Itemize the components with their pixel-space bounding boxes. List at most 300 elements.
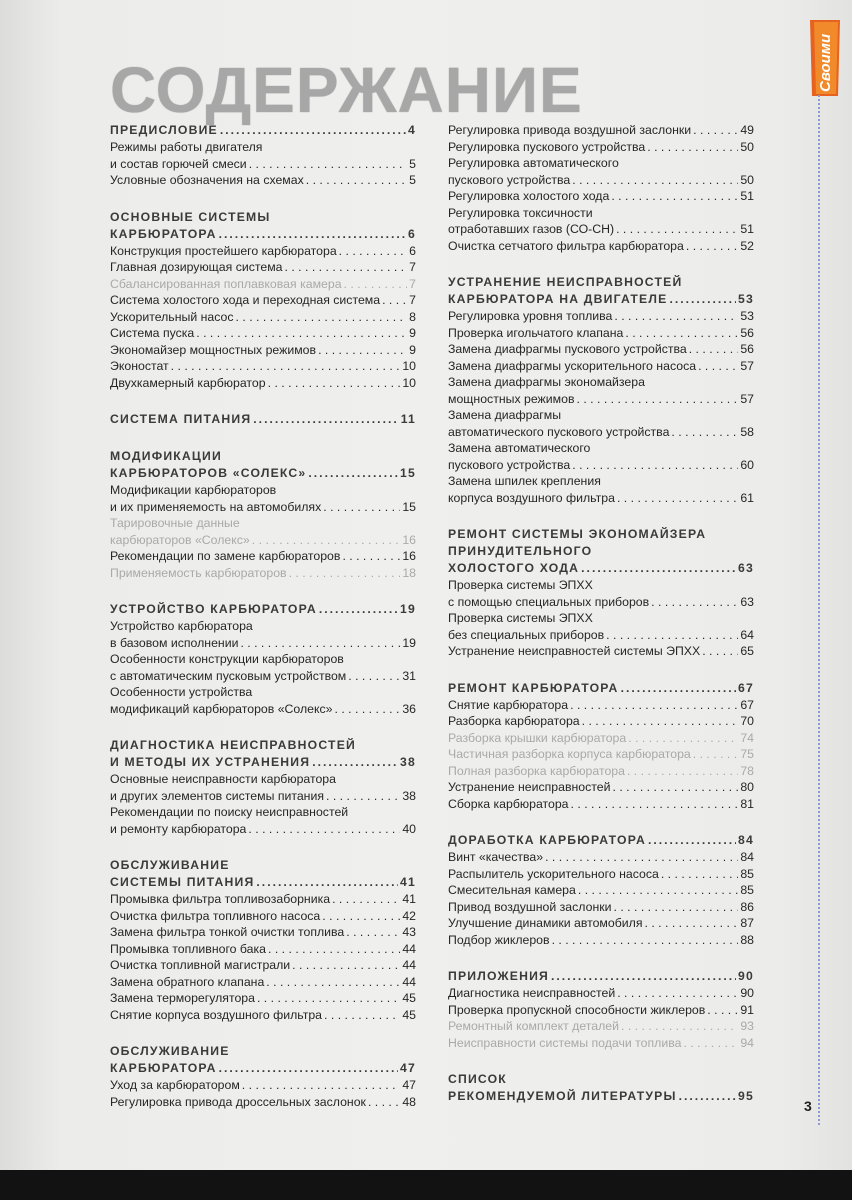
dot-leader bbox=[614, 308, 738, 325]
entry-text: Проверка системы ЭПХХ bbox=[448, 578, 593, 592]
heading-text: ОБСЛУЖИВАНИЕ bbox=[110, 858, 230, 872]
toc-entry bbox=[110, 276, 416, 293]
entry-text: Конструкция простейшего карбюратора bbox=[110, 243, 337, 258]
publisher-logo bbox=[800, 18, 846, 98]
entry-text: Особенности конструкции карбюраторов bbox=[110, 652, 344, 666]
toc-left-column bbox=[110, 122, 416, 1118]
dot-leader bbox=[689, 341, 739, 358]
entry-text: Режимы работы двигателя bbox=[110, 140, 263, 154]
entry-text: Регулировка пускового устройства bbox=[448, 139, 646, 154]
entry-page-number: 15 bbox=[402, 499, 416, 514]
dot-leader bbox=[581, 560, 736, 577]
toc-section-heading bbox=[448, 680, 754, 697]
entry-text: Регулировка токсичности bbox=[448, 205, 593, 220]
entry-page-number: 87 bbox=[740, 916, 754, 930]
entry-page-number: 57 bbox=[740, 391, 754, 406]
entry-text: Неисправности системы подачи топлива bbox=[448, 1035, 682, 1050]
toc-entry bbox=[448, 490, 754, 507]
entry-text: Регулировка привода дроссельных заслонок bbox=[110, 1094, 366, 1109]
entry-text: пускового устройства bbox=[448, 172, 571, 187]
entry-text: карбюраторов «Солекс» bbox=[110, 532, 250, 547]
heading-text: ПРЕДИСЛОВИЕ bbox=[110, 123, 218, 137]
toc-entry bbox=[448, 932, 754, 949]
toc-entry bbox=[448, 341, 754, 358]
dot-leader bbox=[617, 490, 738, 507]
heading-text: КАРБЮРАТОРА НА ДВИГАТЕЛЕ bbox=[448, 292, 668, 306]
heading-page-number: 4 bbox=[408, 123, 416, 137]
entry-page-number: 56 bbox=[740, 342, 754, 356]
heading-text: ОБСЛУЖИВАНИЕ bbox=[110, 1044, 230, 1058]
toc-entry bbox=[110, 532, 416, 549]
dot-leader bbox=[342, 548, 400, 565]
dot-leader bbox=[551, 968, 736, 985]
entry-text: Регулировка автоматического bbox=[448, 156, 619, 170]
heading-text: ДОРАБОТКА КАРБЮРАТОРА bbox=[448, 833, 646, 847]
dot-leader bbox=[368, 1094, 400, 1111]
dot-leader bbox=[253, 411, 398, 428]
entry-page-number: 88 bbox=[740, 932, 754, 947]
entry-page-number: 38 bbox=[402, 788, 416, 803]
toc-entry bbox=[110, 499, 416, 516]
dot-leader bbox=[220, 122, 406, 139]
entry-text: Очистка топливной магистрали bbox=[110, 958, 291, 972]
entry-text: Диагностика неисправностей bbox=[448, 986, 616, 1000]
entry-page-number: 61 bbox=[740, 490, 754, 505]
heading-text: РЕКОМЕНДУЕМОЙ ЛИТЕРАТУРЫ bbox=[448, 1089, 677, 1103]
toc-section-heading bbox=[110, 448, 416, 465]
entry-page-number: 5 bbox=[409, 156, 416, 171]
toc-section bbox=[110, 1043, 416, 1110]
heading-text: КАРБЮРАТОРА bbox=[110, 226, 217, 241]
dot-leader bbox=[319, 601, 398, 618]
entry-page-number: 85 bbox=[740, 866, 754, 881]
dot-leader bbox=[312, 754, 398, 771]
entry-text: Замена обратного клапана bbox=[110, 974, 265, 989]
toc-entry bbox=[110, 788, 416, 805]
toc-entry bbox=[110, 908, 416, 925]
entry-text: Модификации карбюраторов bbox=[110, 483, 277, 497]
toc-section-heading bbox=[110, 465, 416, 482]
entry-page-number: 45 bbox=[402, 1007, 416, 1022]
dot-leader bbox=[322, 908, 400, 925]
dot-leader bbox=[621, 1018, 738, 1035]
toc-entry bbox=[110, 156, 416, 173]
entry-text: пускового устройства bbox=[448, 457, 571, 472]
dot-leader bbox=[613, 779, 739, 796]
toc-entry bbox=[448, 188, 754, 205]
dot-leader bbox=[644, 915, 738, 932]
entry-text: Очистка фильтра топливного насоса bbox=[110, 908, 321, 923]
entry-page-number: 51 bbox=[740, 222, 754, 236]
toc-entry bbox=[448, 308, 754, 325]
heading-page-number: 15 bbox=[400, 466, 416, 480]
dot-leader bbox=[308, 465, 398, 482]
entry-text: и состав горючей смеси bbox=[110, 156, 247, 171]
toc-entry bbox=[448, 1035, 754, 1052]
toc-entry bbox=[448, 374, 754, 391]
toc-entry bbox=[448, 796, 754, 813]
entry-text: с помощью специальных приборов bbox=[448, 594, 650, 609]
toc-section-heading bbox=[448, 1071, 754, 1088]
dot-leader bbox=[248, 821, 400, 838]
heading-page-number: 53 bbox=[738, 292, 754, 306]
entry-page-number: 91 bbox=[740, 1002, 754, 1017]
toc-entry bbox=[448, 172, 754, 189]
entry-page-number: 63 bbox=[740, 594, 754, 609]
toc-right-column bbox=[448, 122, 754, 1113]
entry-page-number: 57 bbox=[740, 358, 754, 373]
toc-entry bbox=[448, 1002, 754, 1019]
toc-entry bbox=[110, 1094, 416, 1111]
entry-text: Подбор жиклеров bbox=[448, 932, 550, 947]
entry-text: Сбалансированная поплавковая камера bbox=[110, 276, 342, 291]
entry-page-number: 58 bbox=[740, 424, 754, 439]
entry-page-number: 5 bbox=[409, 173, 416, 187]
entry-page-number: 56 bbox=[740, 325, 754, 340]
entry-text: модификаций карбюраторов «Солекс» bbox=[110, 701, 333, 716]
dot-leader bbox=[582, 713, 739, 730]
toc-entry bbox=[448, 139, 754, 156]
toc-entry bbox=[110, 635, 416, 652]
entry-page-number: 6 bbox=[409, 243, 416, 258]
dot-leader bbox=[236, 309, 408, 326]
dot-leader bbox=[219, 1060, 398, 1077]
dot-leader bbox=[382, 292, 407, 309]
entry-page-number: 93 bbox=[740, 1019, 754, 1033]
entry-text: Замена шпилек крепления bbox=[448, 474, 601, 488]
dot-leader bbox=[614, 899, 739, 916]
toc-entry bbox=[448, 643, 754, 660]
toc-entry bbox=[448, 866, 754, 883]
entry-page-number: 94 bbox=[740, 1035, 754, 1050]
toc-entry bbox=[448, 440, 754, 457]
entry-page-number: 65 bbox=[740, 644, 754, 658]
heading-text: ПРИНУДИТЕЛЬНОГО bbox=[448, 544, 593, 558]
entry-page-number: 7 bbox=[409, 260, 416, 274]
entry-text: Ускорительный насос bbox=[110, 309, 234, 324]
toc-entry bbox=[110, 375, 416, 392]
toc-entry bbox=[448, 610, 754, 627]
dot-leader bbox=[266, 974, 400, 991]
toc-entry bbox=[110, 804, 416, 821]
entry-page-number: 80 bbox=[740, 780, 754, 794]
toc-entry bbox=[448, 746, 754, 763]
entry-text: Снятие корпуса воздушного фильтра bbox=[110, 1007, 323, 1022]
dot-leader bbox=[693, 122, 738, 139]
toc-entry bbox=[110, 358, 416, 375]
entry-page-number: 10 bbox=[402, 375, 416, 390]
entry-page-number: 43 bbox=[402, 925, 416, 939]
toc-section bbox=[448, 1071, 754, 1105]
heading-page-number: 19 bbox=[400, 602, 416, 616]
toc-section-heading bbox=[448, 832, 754, 849]
dot-leader bbox=[679, 1088, 736, 1105]
heading-text: КАРБЮРАТОРОВ «СОЛЕКС» bbox=[110, 466, 307, 480]
entry-text: Система пуска bbox=[110, 326, 195, 340]
entry-page-number: 78 bbox=[740, 763, 754, 778]
toc-section bbox=[110, 411, 416, 428]
entry-text: без специальных приборов bbox=[448, 627, 605, 642]
entry-page-number: 75 bbox=[740, 747, 754, 761]
toc-section-heading bbox=[448, 274, 754, 291]
entry-page-number: 47 bbox=[402, 1078, 416, 1092]
toc-section bbox=[110, 209, 416, 392]
dot-leader bbox=[292, 957, 400, 974]
toc-section bbox=[110, 737, 416, 837]
entry-page-number: 49 bbox=[740, 123, 754, 137]
dot-leader bbox=[285, 259, 408, 276]
toc-section bbox=[448, 526, 754, 660]
toc-entry bbox=[448, 627, 754, 644]
heading-page-number: 41 bbox=[400, 875, 416, 889]
toc-section bbox=[110, 448, 416, 581]
entry-text: Винт «качества» bbox=[448, 850, 544, 864]
dot-leader bbox=[324, 1007, 400, 1024]
dot-leader bbox=[628, 730, 738, 747]
toc-entry bbox=[448, 424, 754, 441]
entry-text: Полная разборка карбюратора bbox=[448, 763, 625, 778]
entry-text: в базовом исполнении bbox=[110, 635, 239, 650]
entry-text: Тарировочные данные bbox=[110, 516, 240, 530]
toc-entry bbox=[110, 701, 416, 718]
page-title: СОДЕРЖАНИЕ bbox=[110, 54, 583, 126]
entry-page-number: 16 bbox=[402, 532, 416, 547]
toc-entry bbox=[448, 849, 754, 866]
dot-leader bbox=[625, 325, 738, 342]
toc-entry bbox=[448, 577, 754, 594]
entry-page-number: 52 bbox=[740, 238, 754, 253]
heading-text: РЕМОНТ КАРБЮРАТОРА bbox=[448, 680, 619, 695]
entry-page-number: 64 bbox=[740, 627, 754, 642]
toc-entry bbox=[110, 924, 416, 941]
toc-entry bbox=[110, 1077, 416, 1094]
entry-page-number: 44 bbox=[402, 958, 416, 972]
entry-text: Ремонтный комплект деталей bbox=[448, 1019, 620, 1033]
toc-section bbox=[448, 832, 754, 948]
entry-text: Замена фильтра тонкой очистки топлива bbox=[110, 925, 345, 939]
dot-leader bbox=[171, 358, 401, 375]
dot-leader bbox=[249, 156, 407, 173]
dot-leader bbox=[707, 1002, 738, 1019]
dot-leader bbox=[611, 188, 738, 205]
entry-page-number: 9 bbox=[409, 326, 416, 340]
dot-leader bbox=[545, 849, 738, 866]
toc-section-heading bbox=[448, 526, 754, 543]
entry-text: Регулировка уровня топлива bbox=[448, 309, 613, 323]
toc-entry bbox=[110, 771, 416, 788]
entry-page-number: 41 bbox=[402, 892, 416, 906]
toc-entry bbox=[110, 668, 416, 685]
entry-page-number: 10 bbox=[402, 359, 416, 373]
dot-leader bbox=[571, 796, 739, 813]
toc-entry bbox=[448, 1018, 754, 1035]
dot-leader bbox=[348, 668, 400, 685]
dot-leader bbox=[219, 226, 406, 243]
toc-entry bbox=[110, 565, 416, 582]
toc-section-heading bbox=[110, 411, 416, 428]
entry-text: Промывка топливного бака bbox=[110, 941, 267, 956]
toc-section-heading bbox=[110, 1060, 416, 1077]
entry-page-number: 48 bbox=[402, 1094, 416, 1109]
toc-section-heading bbox=[448, 543, 754, 560]
entry-text: Основные неисправности карбюратора bbox=[110, 772, 336, 786]
dot-leader bbox=[661, 866, 738, 883]
toc-section-heading bbox=[110, 857, 416, 874]
entry-page-number: 19 bbox=[402, 635, 416, 650]
entry-text: Особенности устройства bbox=[110, 685, 253, 699]
toc-entry bbox=[110, 548, 416, 565]
entry-text: Экономайзер мощностных режимов bbox=[110, 342, 317, 357]
entry-text: Замена диафрагмы ускорительного насоса bbox=[448, 358, 697, 373]
entry-text: мощностных режимов bbox=[448, 391, 575, 406]
toc-entry bbox=[110, 821, 416, 838]
toc-entry bbox=[110, 259, 416, 276]
entry-text: Устранение неисправностей системы ЭПХХ bbox=[448, 644, 701, 658]
entry-page-number: 42 bbox=[402, 908, 416, 923]
toc-entry bbox=[448, 238, 754, 255]
entry-text: Эконостат bbox=[110, 359, 169, 373]
entry-text: Смесительная камера bbox=[448, 883, 576, 897]
dot-leader bbox=[648, 832, 736, 849]
dot-leader bbox=[552, 932, 739, 949]
entry-text: Промывка фильтра топливозаборника bbox=[110, 892, 331, 906]
heading-text: УСТРОЙСТВО КАРБЮРАТОРА bbox=[110, 602, 317, 616]
toc-entry bbox=[448, 325, 754, 342]
dot-leader bbox=[669, 291, 736, 308]
toc-entry bbox=[448, 457, 754, 474]
dot-leader bbox=[240, 635, 400, 652]
entry-page-number: 90 bbox=[740, 986, 754, 1000]
dot-leader bbox=[268, 375, 401, 392]
dot-leader bbox=[647, 139, 738, 156]
heading-page-number: 11 bbox=[400, 412, 416, 426]
dot-leader bbox=[256, 874, 398, 891]
entry-text: и ремонту карбюратора bbox=[110, 821, 247, 836]
entry-text: отработавших газов (СО-СН) bbox=[448, 222, 615, 236]
dot-leader bbox=[257, 990, 400, 1007]
dot-leader bbox=[326, 788, 400, 805]
entry-text: Замена автоматического bbox=[448, 441, 591, 455]
toc-section-heading bbox=[448, 291, 754, 308]
toc-section-heading bbox=[110, 737, 416, 754]
entry-text: Устройство карбюратора bbox=[110, 619, 253, 633]
toc-section-heading bbox=[110, 209, 416, 226]
dot-leader bbox=[693, 746, 739, 763]
entry-text: Частичная разборка корпуса карбюратора bbox=[448, 747, 691, 761]
toc-entry bbox=[448, 221, 754, 238]
dot-leader bbox=[318, 342, 407, 359]
heading-text: СПИСОК bbox=[448, 1072, 507, 1086]
toc-entry bbox=[448, 407, 754, 424]
entry-text: Разборка крышки карбюратора bbox=[448, 730, 627, 745]
dot-leader bbox=[268, 941, 400, 958]
scan-bottom-edge bbox=[0, 1170, 852, 1200]
heading-text: И МЕТОДЫ ИХ УСТРАНЕНИЯ bbox=[110, 755, 311, 769]
entry-text: и других элементов системы питания bbox=[110, 788, 325, 803]
heading-text: ОСНОВНЫЕ СИСТЕМЫ bbox=[110, 209, 271, 224]
dot-leader bbox=[606, 627, 738, 644]
entry-text: автоматического пускового устройства bbox=[448, 424, 670, 439]
entry-page-number: 70 bbox=[740, 714, 754, 728]
entry-text: с автоматическим пусковым устройством bbox=[110, 668, 347, 683]
entry-page-number: 44 bbox=[402, 941, 416, 956]
dot-leader bbox=[252, 532, 401, 549]
heading-page-number: 84 bbox=[738, 833, 754, 847]
dot-leader bbox=[332, 891, 400, 908]
toc-entry bbox=[110, 941, 416, 958]
entry-page-number: 50 bbox=[740, 172, 754, 187]
toc-entry bbox=[448, 122, 754, 139]
entry-page-number: 86 bbox=[740, 899, 754, 914]
dot-leader bbox=[651, 594, 738, 611]
heading-page-number: 67 bbox=[738, 680, 754, 695]
toc-entry bbox=[448, 985, 754, 1002]
dot-leader bbox=[335, 701, 401, 718]
toc-entry bbox=[448, 899, 754, 916]
toc-entry bbox=[110, 325, 416, 342]
entry-text: Проверка игольчатого клапана bbox=[448, 325, 624, 340]
heading-text: ХОЛОСТОГО ХОДА bbox=[448, 561, 580, 575]
entry-text: Замена терморегулятора bbox=[110, 991, 255, 1005]
dot-leader bbox=[686, 238, 738, 255]
heading-text: РЕМОНТ СИСТЕМЫ ЭКОНОМАЙЗЕРА bbox=[448, 527, 707, 541]
dot-leader bbox=[621, 680, 736, 697]
entry-text: Двухкамерный карбюратор bbox=[110, 375, 266, 390]
entry-text: Условные обозначения на схемах bbox=[110, 173, 304, 187]
logo-text: Своими bbox=[817, 33, 834, 92]
dot-leader bbox=[306, 172, 407, 189]
entry-page-number: 7 bbox=[409, 293, 416, 307]
dot-leader bbox=[576, 391, 738, 408]
entry-text: Регулировка холостого хода bbox=[448, 189, 610, 203]
toc-section bbox=[448, 968, 754, 1051]
toc-section bbox=[110, 857, 416, 1023]
entry-page-number: 7 bbox=[409, 276, 416, 291]
entry-page-number: 51 bbox=[740, 189, 754, 203]
heading-text: ПРИЛОЖЕНИЯ bbox=[448, 969, 549, 983]
dot-leader bbox=[339, 243, 407, 260]
entry-text: Рекомендации по поиску неисправностей bbox=[110, 805, 349, 819]
toc-entry bbox=[110, 1007, 416, 1024]
edge-dotted-rule bbox=[818, 95, 820, 1125]
toc-section bbox=[110, 601, 416, 717]
dot-leader bbox=[242, 1077, 401, 1094]
toc-entry bbox=[110, 309, 416, 326]
heading-page-number: 95 bbox=[738, 1089, 754, 1103]
entry-text: Снятие карбюратора bbox=[448, 697, 569, 712]
entry-page-number: 16 bbox=[402, 549, 416, 563]
entry-text: Проверка системы ЭПХХ bbox=[448, 611, 593, 625]
entry-page-number: 50 bbox=[740, 139, 754, 154]
toc-entry bbox=[110, 243, 416, 260]
entry-page-number: 74 bbox=[740, 730, 754, 745]
dot-leader bbox=[344, 276, 408, 293]
heading-text: СИСТЕМЫ ПИТАНИЯ bbox=[110, 875, 255, 889]
toc-section bbox=[448, 680, 754, 813]
entry-text: Замена диафрагмы пускового устройства bbox=[448, 342, 687, 356]
entry-text: Замена диафрагмы экономайзера bbox=[448, 375, 645, 389]
dot-leader bbox=[616, 221, 738, 238]
dot-leader bbox=[627, 763, 738, 780]
toc-section-heading bbox=[448, 968, 754, 985]
toc-section-heading bbox=[110, 754, 416, 771]
toc-section-heading bbox=[110, 601, 416, 618]
toc-entry bbox=[110, 891, 416, 908]
entry-page-number: 85 bbox=[740, 883, 754, 897]
entry-page-number: 8 bbox=[409, 309, 416, 324]
entry-page-number: 67 bbox=[740, 697, 754, 712]
entry-text: Уход за карбюратором bbox=[110, 1078, 240, 1092]
